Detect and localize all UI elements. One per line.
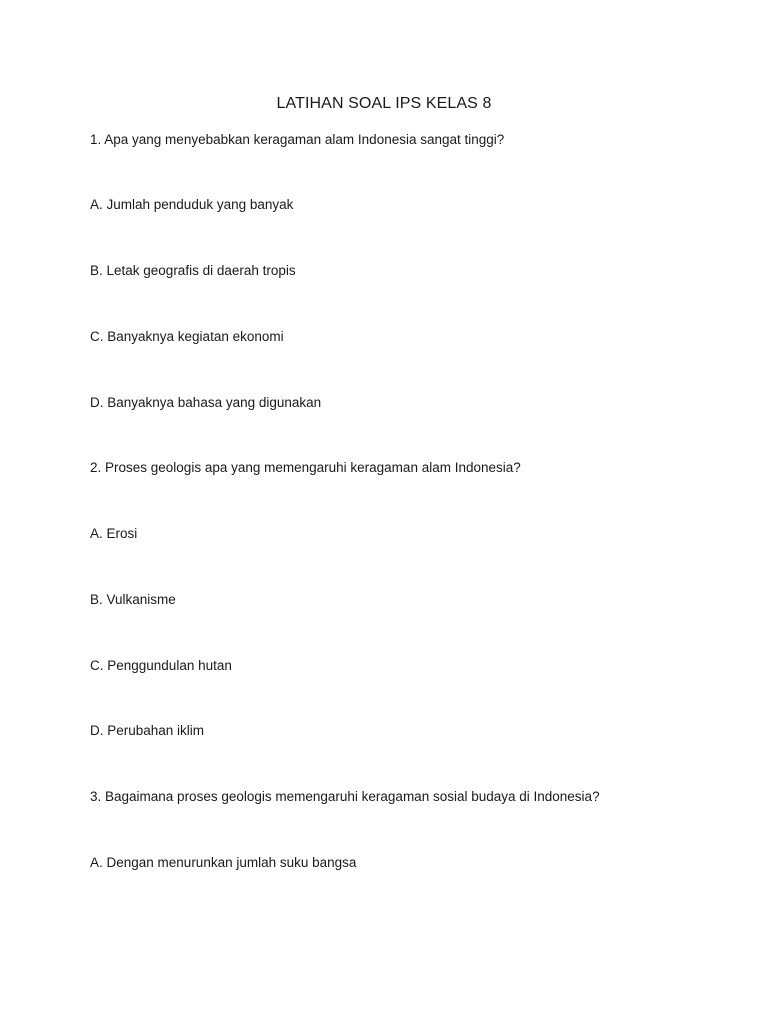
- question-2-option-d: D. Perubahan iklim: [90, 723, 205, 738]
- question-3-option-a: A. Dengan menurunkan jumlah suku bangsa: [90, 855, 357, 870]
- question-1-option-d: D. Banyaknya bahasa yang digunakan: [90, 395, 322, 410]
- question-2-option-a: A. Erosi: [90, 526, 138, 541]
- question-2: 2. Proses geologis apa yang memengaruhi keragaman alam Indonesia?: [90, 460, 521, 475]
- question-2-option-b: B. Vulkanisme: [90, 592, 176, 607]
- question-1-option-a: A. Jumlah penduduk yang banyak: [90, 197, 294, 212]
- question-3: 3. Bagaimana proses geologis memengaruhi keragaman sosial budaya di Indonesia?: [90, 789, 600, 804]
- question-1-option-b: B. Letak geografis di daerah tropis: [90, 263, 296, 278]
- question-1-option-c: C. Banyaknya kegiatan ekonomi: [90, 329, 284, 344]
- question-2-option-c: C. Penggundulan hutan: [90, 658, 232, 673]
- question-1: 1. Apa yang menyebabkan keragaman alam Indonesia sangat tinggi?: [90, 132, 505, 147]
- document-title: LATIHAN SOAL IPS KELAS 8: [276, 95, 492, 112]
